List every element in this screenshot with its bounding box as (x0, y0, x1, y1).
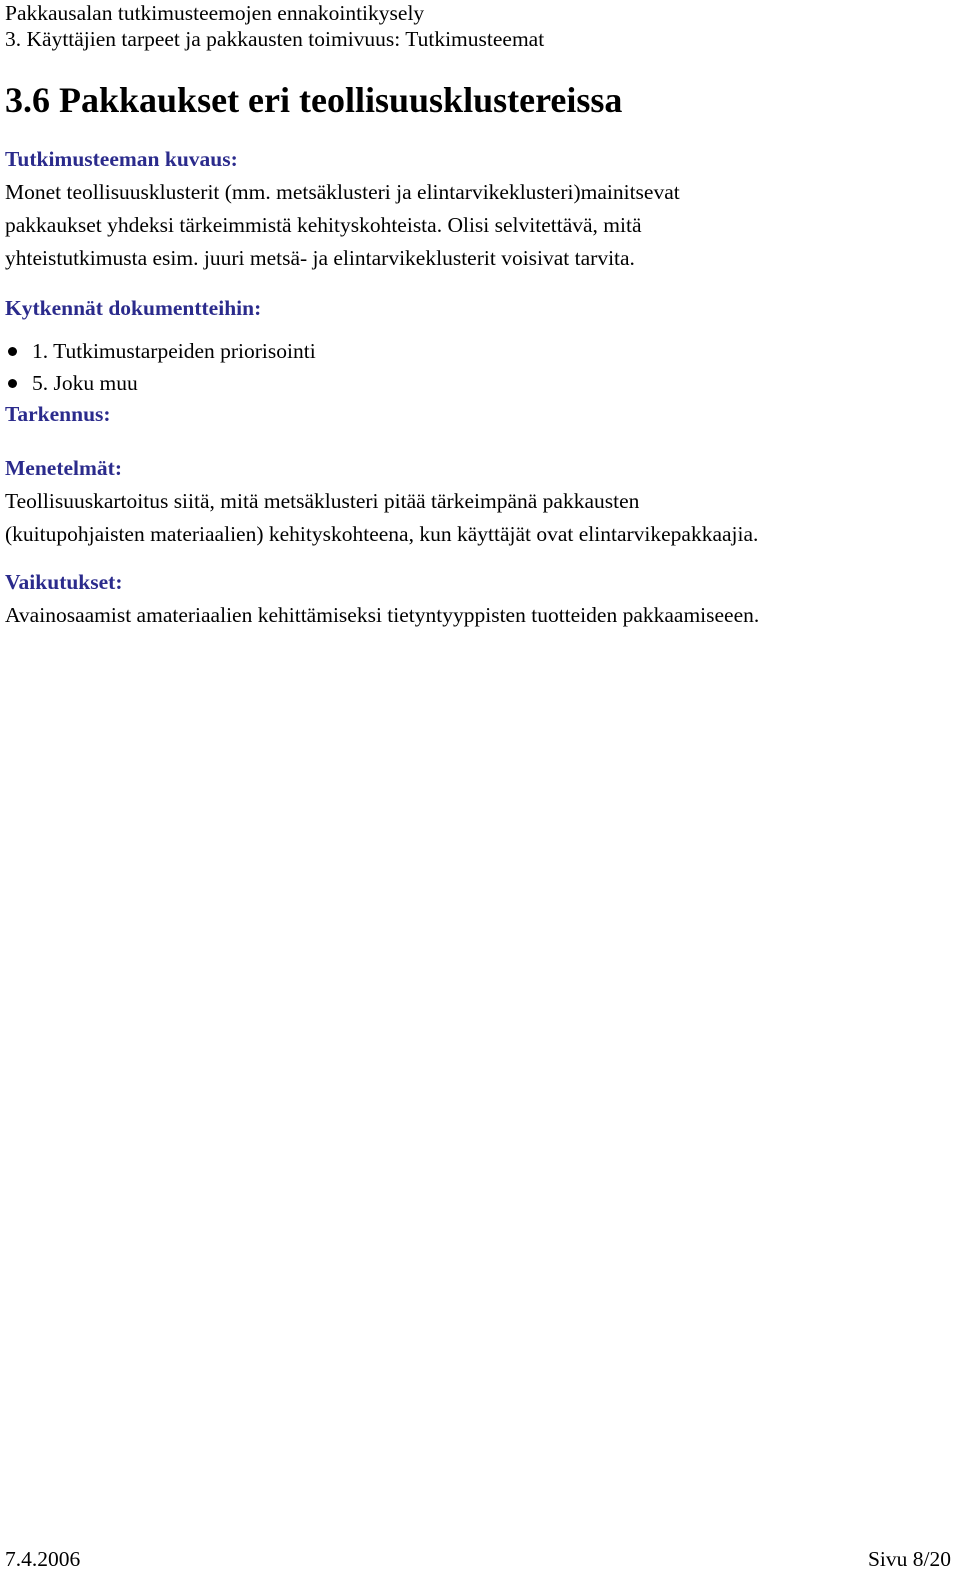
description-line: pakkaukset yhdeksi tärkeimmistä kehityskohteista. Olisi selvitettävä, mitä (5, 213, 642, 237)
methods-line: (kuitupohjaisten materiaalien) kehityskohteena, kun käyttäjät ovat elintarvikepakkaajia. (5, 522, 759, 546)
list-item (5, 335, 955, 367)
bullet-icon (8, 347, 17, 356)
methods-text (5, 485, 955, 551)
links-label: Kytkennät dokumentteihin: (5, 296, 262, 320)
description-text (5, 176, 955, 275)
effects-line: Avainosaamist amateriaalien kehittämiseksi tietyntyyppisten tuotteiden pakkaamiseeen. (5, 603, 760, 627)
footer-page-number: Sivu 8/20 (867, 1547, 951, 1571)
methods-line: Teollisuuskartoitus siitä, mitä metsäklusteri pitää tärkeimpänä pakkausten (5, 489, 640, 513)
refinement-label: Tarkennus: (5, 402, 111, 426)
link-item-label: 5. Joku muu (32, 371, 138, 395)
footer-date: 7.4.2006 (5, 1547, 81, 1571)
link-item-label: 1. Tutkimustarpeiden priorisointi (32, 339, 316, 363)
effects-text (5, 599, 955, 632)
document-page (5, 0, 955, 632)
bullet-icon (8, 379, 17, 388)
description-line: yhteistutkimusta esim. juuri metsä- ja elintarvikeklusterit voisivat tarvita. (5, 246, 635, 270)
links-list (5, 335, 955, 399)
effects-label: Vaikutukset: (5, 570, 123, 594)
document-title: Pakkausalan tutkimusteemojen ennakointikysely (5, 1, 425, 25)
description-label: Tutkimusteeman kuvaus: (5, 147, 238, 171)
methods-label: Menetelmät: (5, 456, 122, 480)
chapter-title: 3. Käyttäjien tarpeet ja pakkausten toimivuus: Tutkimusteemat (5, 27, 545, 51)
list-item (5, 367, 955, 399)
description-line: Monet teollisuusklusterit (mm. metsäklusteri ja elintarvikeklusteri)mainitsevat (5, 180, 680, 204)
section-title: 3.6 Pakkaukset eri teollisuusklustereissa (5, 80, 623, 120)
